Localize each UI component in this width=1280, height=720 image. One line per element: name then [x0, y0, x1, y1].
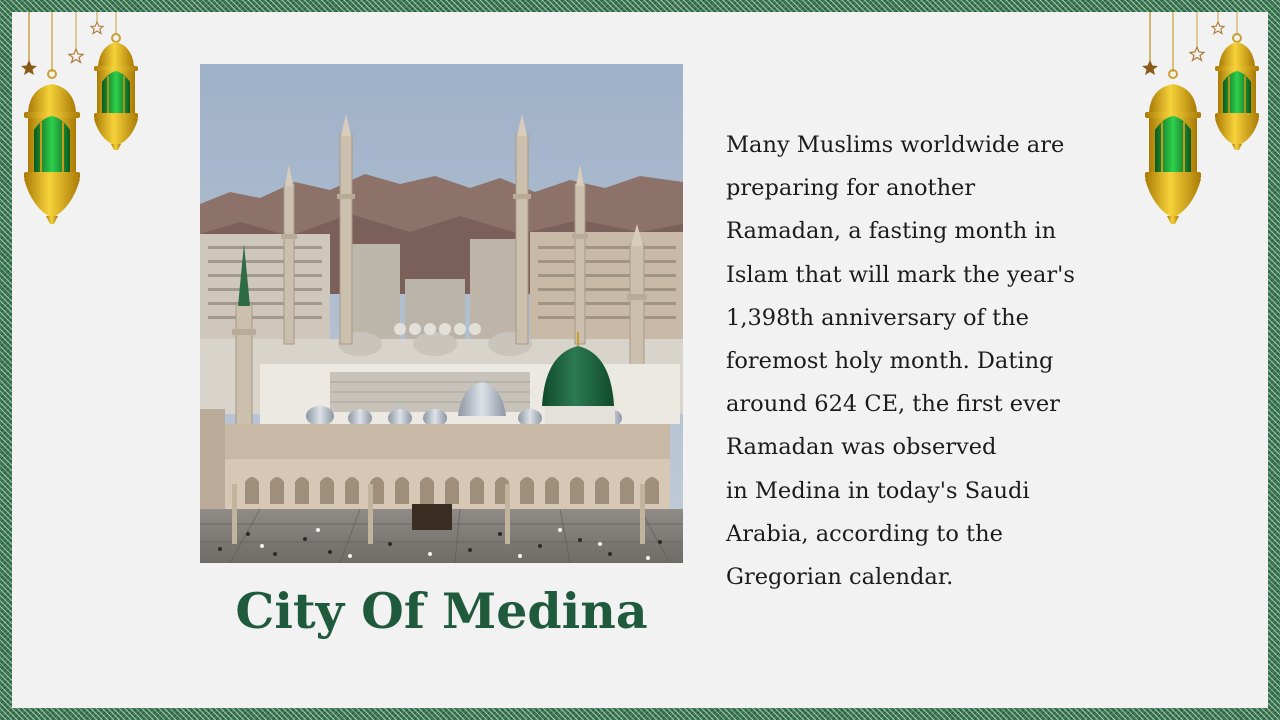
- slide-title: City Of Medina: [235, 582, 648, 640]
- hanging-lanterns-left-icon: [12, 12, 142, 232]
- body-paragraph: Many Muslims worldwide are preparing for another Ramadan, a fasting month in Islam that will mark the year's 1,398th anniversary of the foremost holy month. Dating around 624 CE, the first ever Ramadan was observed in Medina in today's Saudi Arabia, according to the Gregorian calendar.: [726, 132, 1075, 591]
- medina-mosque-photo: [200, 64, 683, 563]
- hanging-lanterns-right-icon: [1134, 12, 1264, 232]
